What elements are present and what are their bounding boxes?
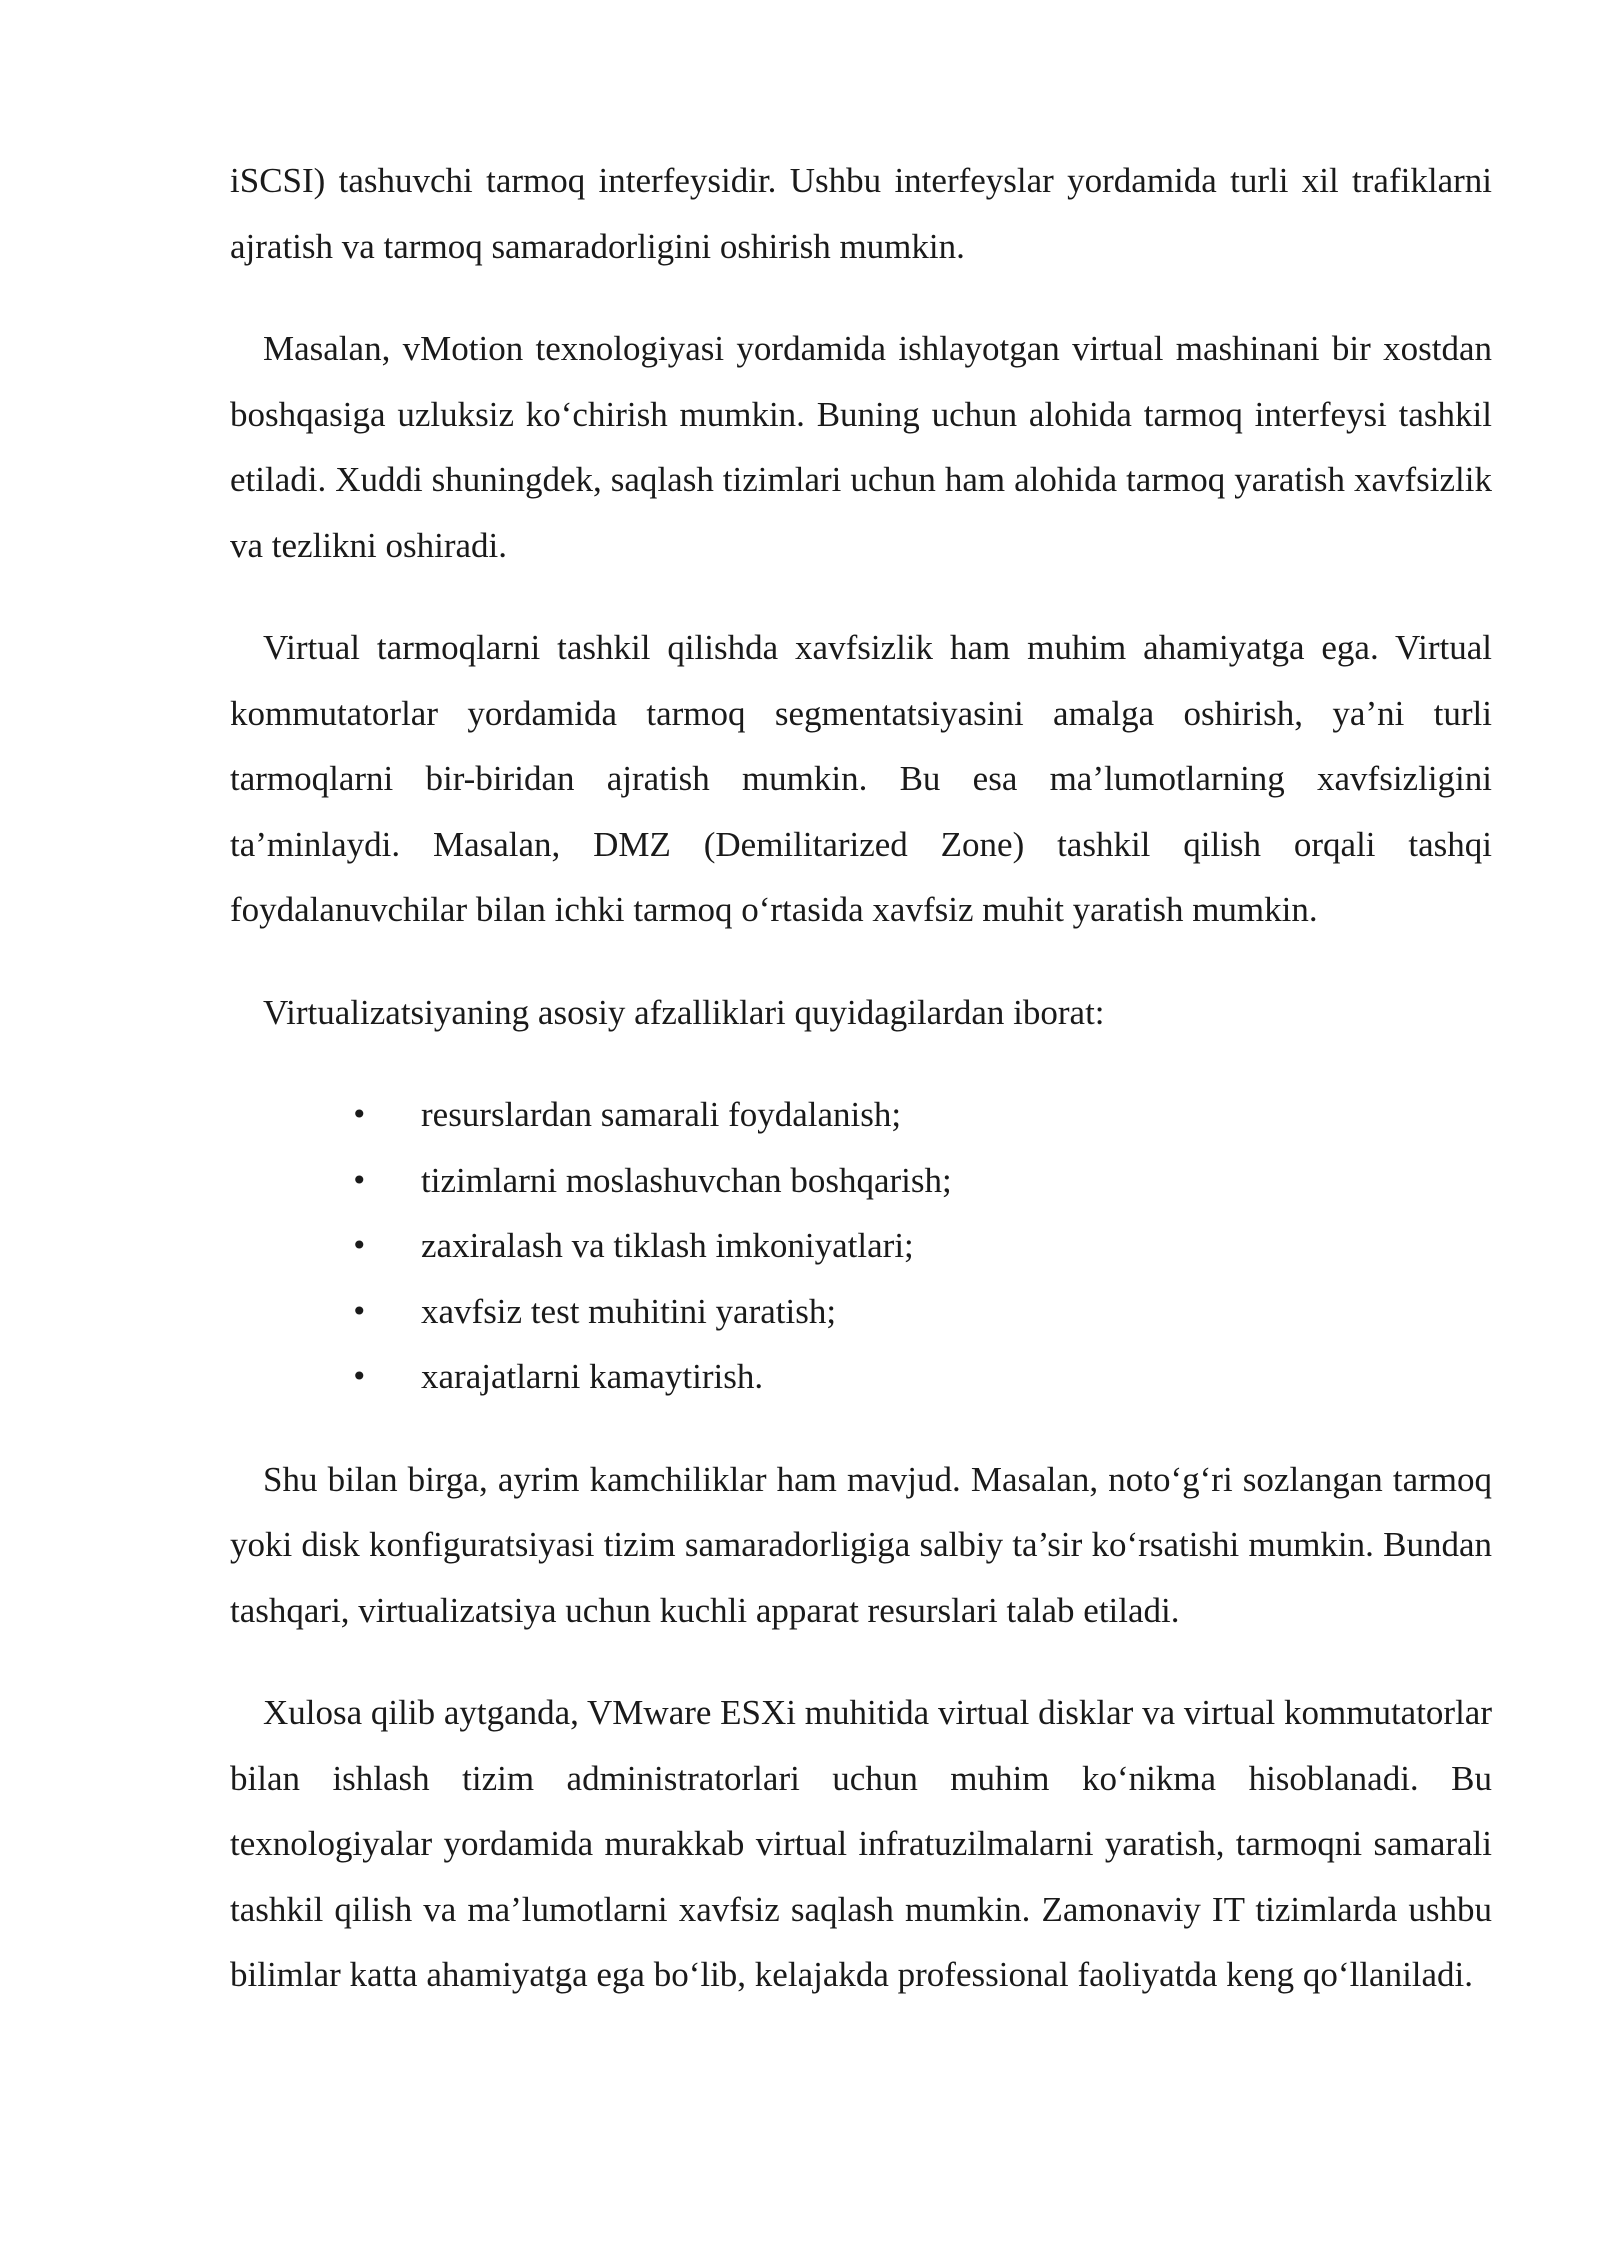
bullet-icon: •	[351, 1294, 368, 1328]
paragraph-drawbacks: Shu bilan birga, ayrim kamchiliklar ham mavjud. Masalan, noto‘g‘ri sozlangan tarmoq yoki disk konfiguratsiyasi tizim samaradorligiga salbiy ta’sir ko‘rsatishi mumkin. Bundan tashqari, virtualizatsiya uchun kuchli apparat resurslari talab etiladi.	[230, 1459, 1492, 1630]
paragraph-advantages-intro: Virtualizatsiyaning asosiy afzalliklari quyidagilardan iborat:	[263, 992, 1105, 1032]
paragraph-network-security: Virtual tarmoqlarni tashkil qilishda xavfsizlik ham muhim ahamiyatga ega. Virtual kommutatorlar yordamida tarmoq segmentatsiyasini amalga oshirish, ya’ni turli tarmoqlarni bir-biridan ajratish mumkin. Bu esa ma’lumotlarning xavfsizligini ta’minlaydi. Masalan, DMZ (Demilitarized Zone) tashkil qilish orqali tashqi foydalanuvchilar bilan ichki tarmoq o‘rtasida xavfsiz muhit yaratish mumkin.	[230, 628, 1492, 929]
list-item	[230, 1148, 1492, 1214]
bullet-icon: •	[351, 1229, 368, 1262]
list-item	[230, 1082, 1492, 1148]
list-item-text: xarajatlarni kamaytirish.	[421, 1357, 764, 1396]
paragraph-conclusion: Xulosa qilib aytganda, VMware ESXi muhitida virtual disklar va virtual kommutatorlar bilan ishlash tizim administratorlari uchun muhim ko‘nikma hisoblanadi. Bu texnologiyalar yordamida murakkab virtual infratuzilmalarni yaratish, tarmoqni samarali tashkil qilish va ma’lumotlarni xavfsiz saqlash mumkin. Zamonaviy IT tizimlarda ushbu bilimlar katta ahamiyatga ega bo‘lib, kelajakda professional faoliyatda keng qo‘llaniladi.	[230, 1693, 1492, 1994]
advantages-list	[230, 1082, 1492, 1410]
list-item	[230, 1279, 1492, 1345]
list-item	[230, 1344, 1492, 1410]
bullet-icon: •	[351, 1098, 368, 1131]
bullet-icon: •	[351, 1360, 368, 1393]
bullet-icon: •	[351, 1163, 368, 1197]
document-page	[230, 148, 1492, 2045]
list-item-text: tizimlarni moslashuvchan boshqarish;	[421, 1160, 952, 1200]
list-item-text: xavfsiz test muhitini yaratish;	[421, 1291, 837, 1331]
list-item-text: resurslardan samarali foydalanish;	[421, 1095, 902, 1134]
paragraph-interfaces-continuation: iSCSI) tashuvchi tarmoq interfeysidir. Ushbu interfeyslar yordamida turli xil trafiklarni ajratish va tarmoq samaradorligini oshirish mumkin.	[230, 161, 1492, 266]
list-item-text: zaxiralash va tiklash imkoniyatlari;	[421, 1226, 914, 1265]
list-item	[230, 1213, 1492, 1279]
paragraph-vmotion: Masalan, vMotion texnologiyasi yordamida ishlayotgan virtual mashinani bir xostdan boshqasiga uzluksiz ko‘chirish mumkin. Buning uchun alohida tarmoq interfeysi tashkil etiladi. Xuddi shuningdek, saqlash tizimlari uchun ham alohida tarmoq yaratish xavfsizlik va tezlikni oshiradi.	[230, 329, 1492, 565]
